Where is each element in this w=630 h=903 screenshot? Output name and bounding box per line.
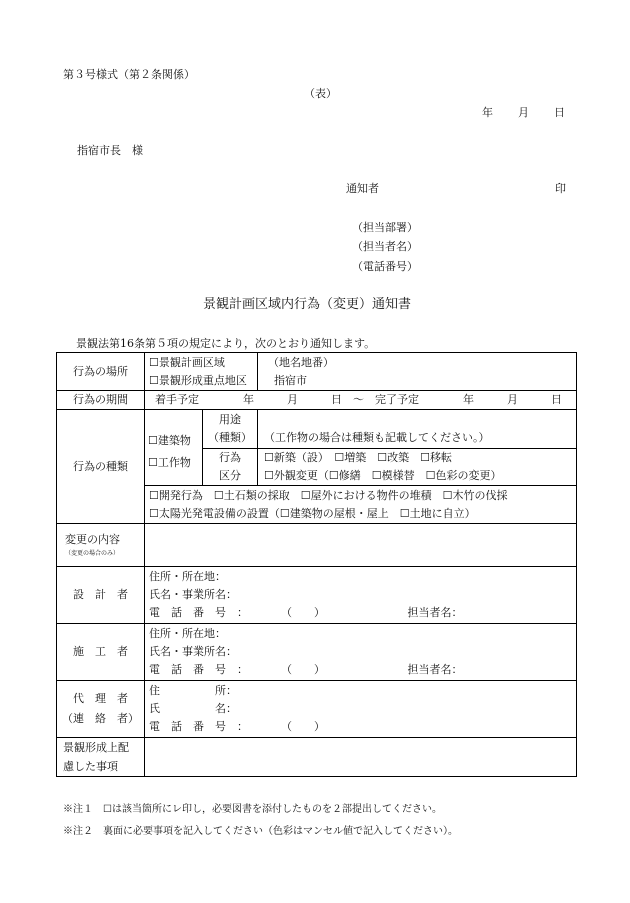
landscape-label-1: 景観形成上配 [63,741,129,754]
landscape-label-cell [57,738,145,777]
designer-field[interactable] [145,567,577,624]
agent-field[interactable] [145,681,577,738]
seal-mark: 印 [555,182,566,195]
other-acts-options[interactable] [145,486,577,524]
agent-label-contact: （連 絡 者） [62,712,139,725]
city-name: 指宿市 [274,373,307,387]
designer-address: 住所・所在地： [149,570,226,583]
agent-label-cell [57,681,145,738]
checkbox-priority-district[interactable]: ☐景観形成重点地区 [149,373,247,387]
change-label-cell [57,524,145,567]
notification-form-table [56,352,577,777]
use-note: （工作物の場合は種類も記載してください。） [264,430,490,444]
contact-department: （担当部署） [352,221,418,234]
change-label: 変更の内容 [65,533,120,546]
kind-building-structure [145,410,203,486]
designer-phone: 電 話 番 号 ： （ ） 担当者名： [149,606,463,619]
notifier-label: 通知者 [346,182,379,195]
row-period [57,391,577,410]
contact-person: （担当者名） [352,240,418,253]
other-acts-row2[interactable]: ☐太陽光発電設備の設置（☐建築物の屋根・屋上 ☐土地に自立） [149,506,476,520]
row-kind-use [57,410,577,449]
checkbox-structure[interactable]: ☐工作物 [148,455,191,469]
action-options-row1[interactable]: ☐新築（設） ☐増築 ☐改築 ☐移転 [264,451,452,464]
agent-label: 代 理 者 [73,692,128,705]
date-line: 年 月 日 [482,106,566,119]
location-address-field[interactable] [258,353,577,391]
change-sublabel: （変更の場合のみ） [65,550,120,557]
landscape-label-2: 慮した事項 [63,760,118,773]
location-label: 行為の場所 [57,353,145,391]
row-location [57,353,577,391]
row-landscape-considerations [57,738,577,777]
period-field[interactable]: 着手予定 年 月 日 ～ 完了予定 年 月 日 [145,391,577,410]
constructor-name: 氏名・事業所名： [149,645,237,658]
other-acts-row1[interactable]: ☐開発行為 ☐土石類の採取 ☐屋外における物件の堆積 ☐木竹の伐採 [149,488,508,502]
constructor-field[interactable] [145,624,577,681]
period-label: 行為の期間 [57,391,145,410]
location-area-options [145,353,258,391]
use-field[interactable] [258,410,577,449]
change-field[interactable] [145,524,577,567]
constructor-address: 住所・所在地： [149,627,226,640]
checkbox-landscape-plan-area[interactable]: ☐景観計画区域 [149,355,225,369]
intro-text: 景観法第16条第５項の規定により，次のとおり通知します。 [76,337,376,350]
row-designer [57,567,577,624]
agent-address: 住 所： [149,684,237,697]
use-label: 用途 （種類） [203,410,258,449]
form-number: 第３号様式（第２条関係） [63,68,195,81]
constructor-phone: 電 話 番 号 ： （ ） 担当者名： [149,663,463,676]
constructor-label: 施 工 者 [57,624,145,681]
kind-label: 行為の種類 [57,410,145,524]
action-label: 行為 区分 [203,449,258,486]
side-label: （表） [304,87,337,100]
designer-name: 氏名・事業所名： [149,588,237,601]
document-title: 景観計画区域内行為（変更）通知書 [203,297,412,312]
row-agent [57,681,577,738]
landscape-field[interactable] [145,738,577,777]
row-constructor [57,624,577,681]
note-1: ※注１ ☐は該当箇所にレ印し，必要図書を添付したものを２部提出してください。 [63,804,442,815]
addressee: 指宿市長 様 [77,144,143,157]
agent-name: 氏 名： [149,702,237,715]
contact-phone: （電話番号） [352,260,418,273]
lot-number-label: （地名地番） [268,355,334,369]
action-options-row2[interactable]: ☐外観変更（☐修繕 ☐模様替 ☐色彩の変更） [264,469,502,482]
agent-phone: 電 話 番 号 ： （ ） [149,720,325,733]
checkbox-building[interactable]: ☐建築物 [148,433,191,447]
row-change [57,524,577,567]
designer-label: 設 計 者 [57,567,145,624]
action-options[interactable] [258,449,577,486]
note-2: ※注２ 裏面に必要事項を記入してください（色彩はマンセル値で記入してください）。 [63,826,458,837]
